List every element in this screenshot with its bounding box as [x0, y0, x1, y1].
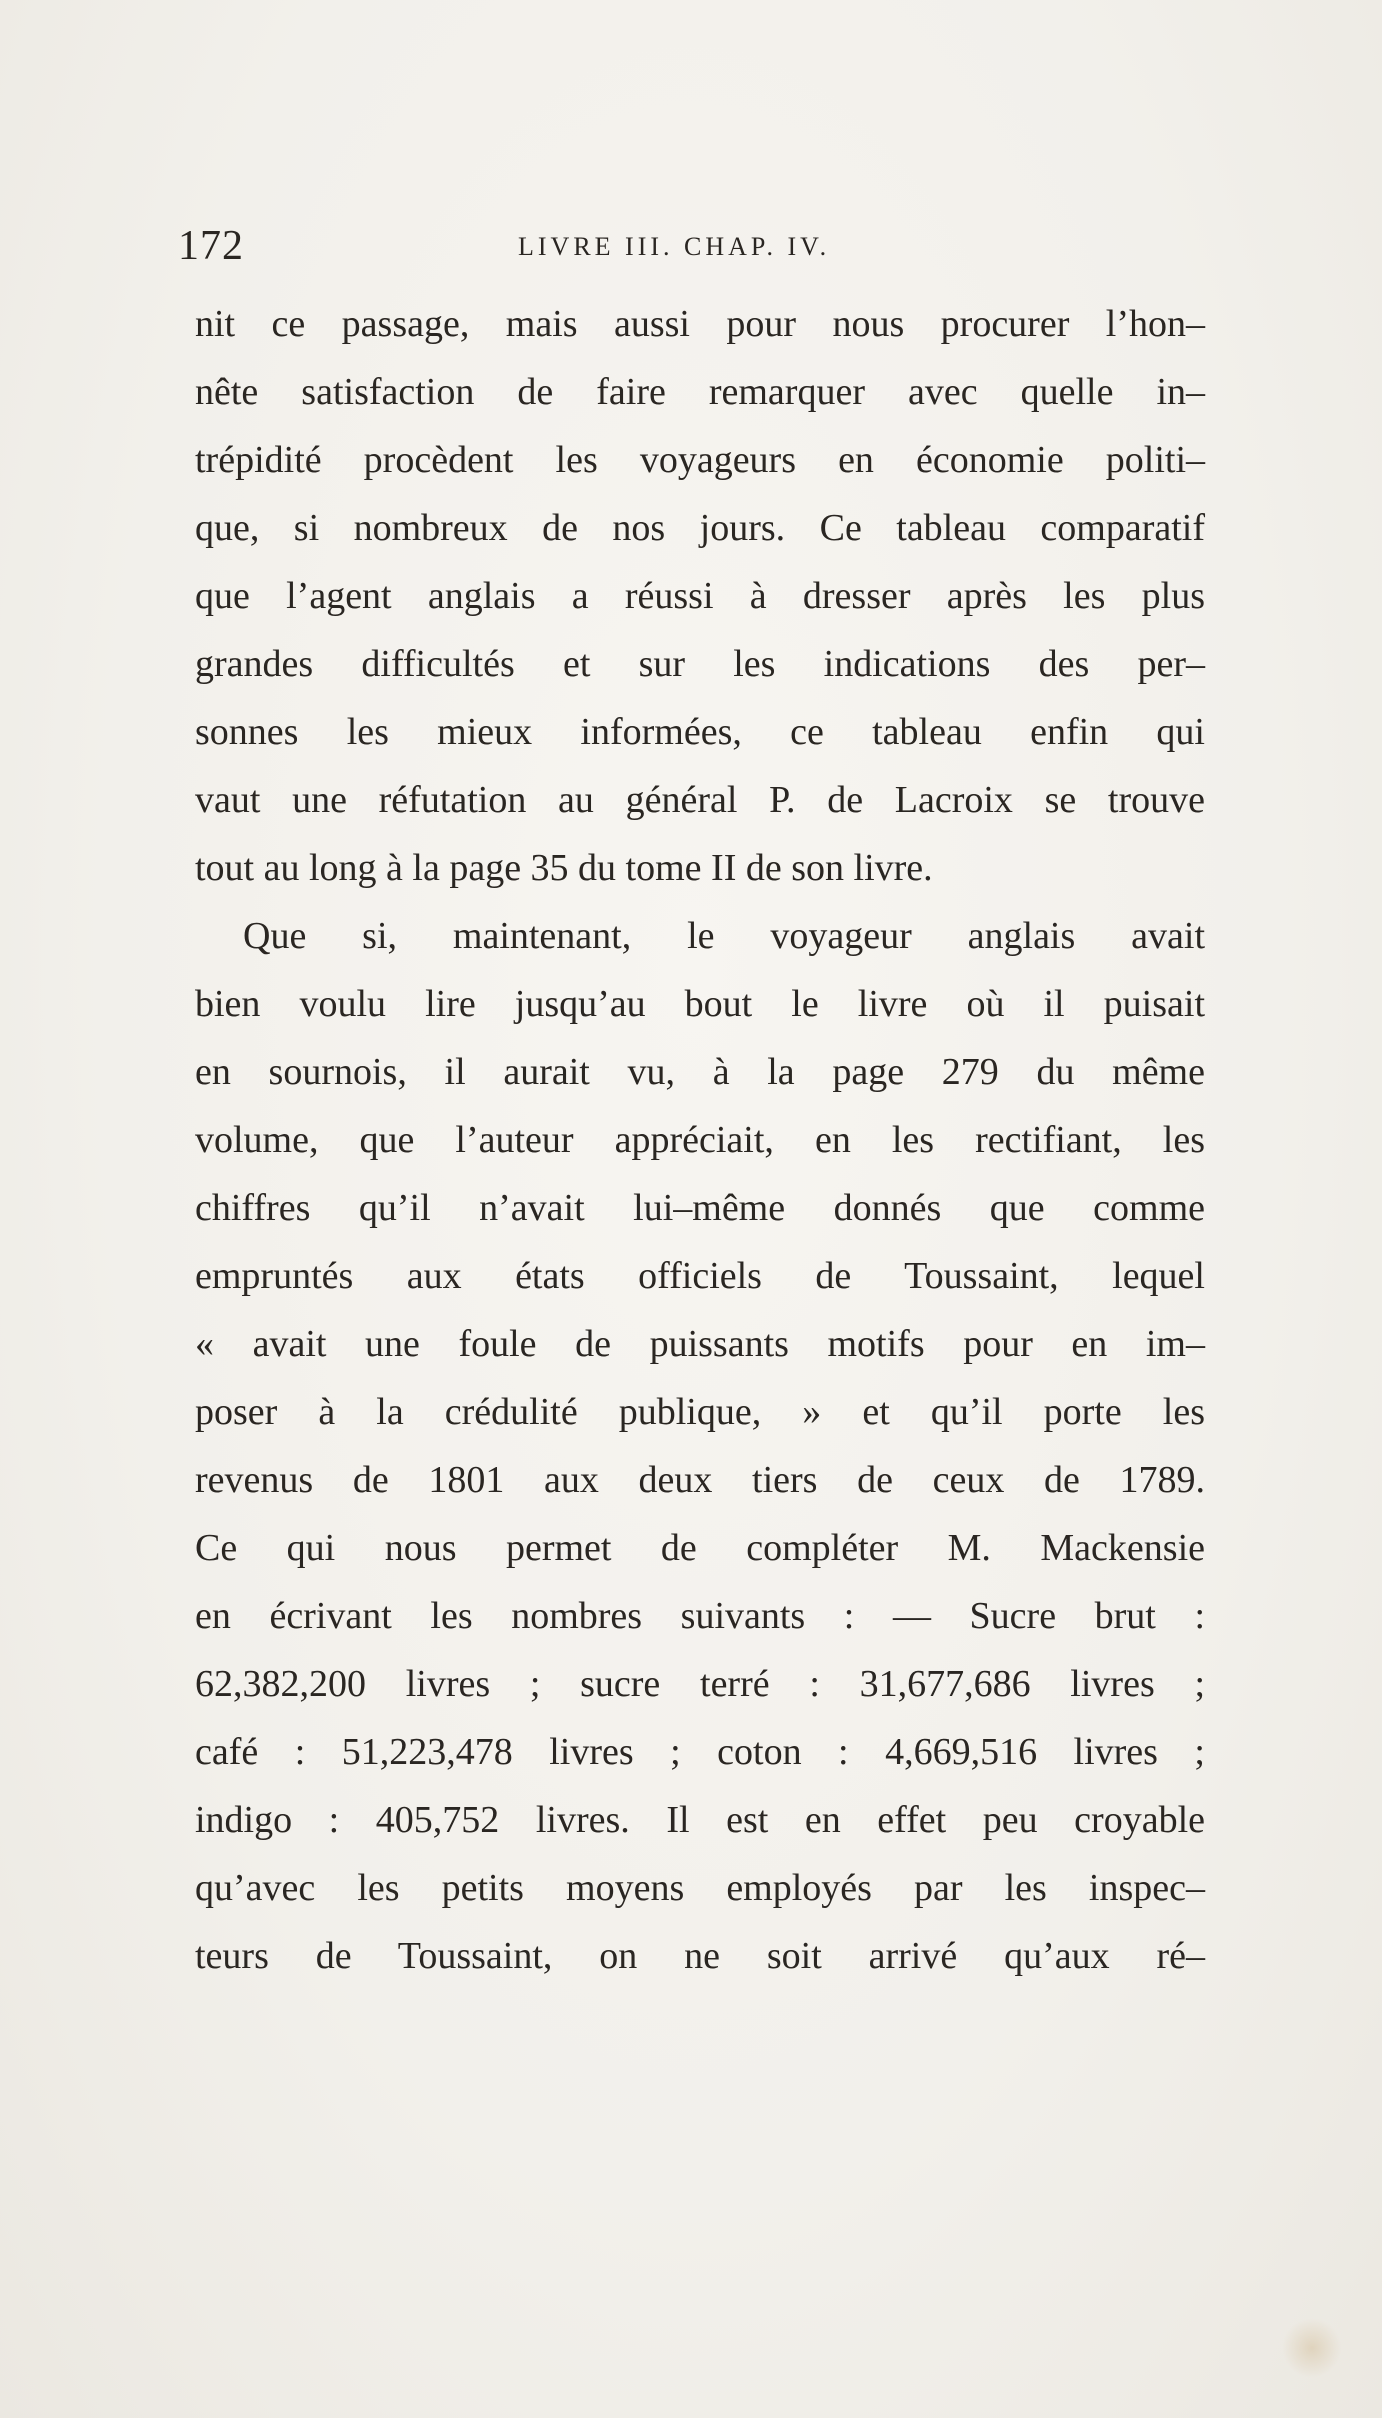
running-head: LIVRE III. CHAP. IV. [518, 232, 831, 261]
page-header [178, 222, 1208, 282]
text-line: café : 51,223,478 livres ; coton : 4,669,516 livres ; [195, 1731, 1205, 1773]
text-line: qu’avec les petits moyens employés par les inspec– [195, 1867, 1205, 1909]
text-line: tout au long à la page 35 du tome II de son livre. [195, 847, 933, 889]
text-line: revenus de 1801 aux deux tiers de ceux de 1789. [195, 1459, 1205, 1501]
text-line: en sournois, il aurait vu, à la page 279 du même [195, 1051, 1205, 1093]
text-line: nit ce passage, mais aussi pour nous procurer l’hon– [195, 303, 1205, 345]
text-line: nête satisfaction de faire remarquer avec quelle in– [195, 371, 1205, 413]
text-line: indigo : 405,752 livres. Il est en effet peu croyable [195, 1799, 1205, 1841]
text-line: que, si nombreux de nos jours. Ce tableau comparatif [195, 507, 1205, 549]
text-line: que l’agent anglais a réussi à dresser après les plus [195, 575, 1205, 617]
text-line: volume, que l’auteur appréciait, en les rectifiant, les [195, 1119, 1205, 1161]
text-line: empruntés aux états officiels de Toussaint, lequel [195, 1255, 1205, 1297]
text-line: bien voulu lire jusqu’au bout le livre où il puisait [195, 983, 1205, 1025]
text-line: en écrivant les nombres suivants : — Sucre brut : [195, 1595, 1205, 1637]
text-line: « avait une foule de puissants motifs pour en im– [195, 1323, 1205, 1365]
text-line: teurs de Toussaint, on ne soit arrivé qu’aux ré– [195, 1935, 1205, 1977]
paper-stain [1282, 2318, 1342, 2378]
page-number: 172 [178, 223, 244, 269]
text-line: vaut une réfutation au général P. de Lacroix se trouve [195, 779, 1205, 821]
text-line: 62,382,200 livres ; sucre terré : 31,677,686 livres ; [195, 1663, 1205, 1705]
text-line: grandes difficultés et sur les indications des per– [195, 643, 1205, 685]
text-line: poser à la crédulité publique, » et qu’il porte les [195, 1391, 1205, 1433]
text-line: chiffres qu’il n’avait lui–même donnés que comme [195, 1187, 1205, 1229]
text-line: sonnes les mieux informées, ce tableau enfin qui [195, 711, 1205, 753]
text-line: Ce qui nous permet de compléter M. Mackensie [195, 1527, 1205, 1569]
text-line: Que si, maintenant, le voyageur anglais avait [243, 915, 1205, 957]
text-line: trépidité procèdent les voyageurs en économie politi– [195, 439, 1205, 481]
